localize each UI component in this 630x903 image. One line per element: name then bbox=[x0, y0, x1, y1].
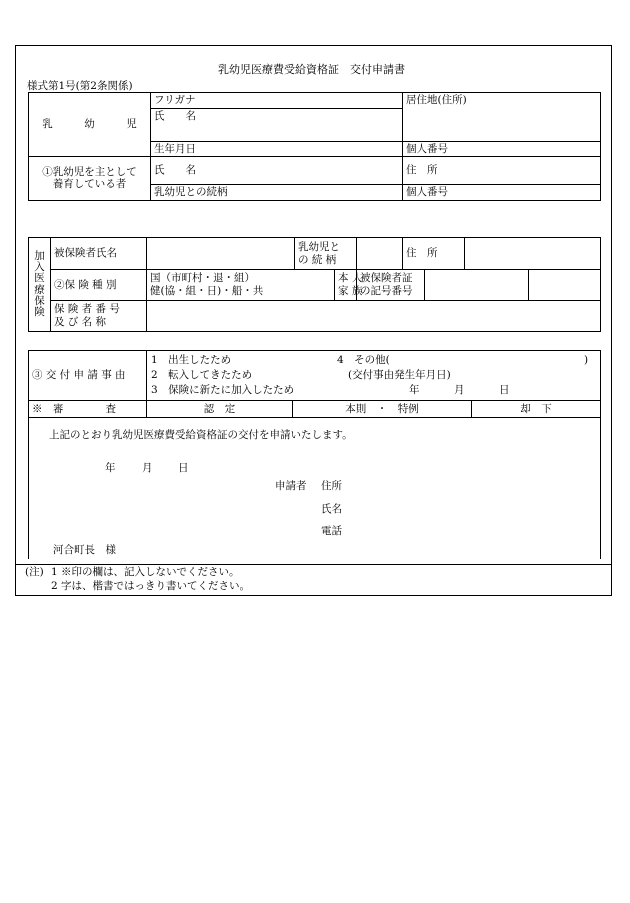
addressee: 河合町長 様 bbox=[53, 544, 116, 556]
reason-2: 2 転入してきたため bbox=[151, 368, 253, 381]
insurer-label bbox=[51, 301, 147, 332]
insured-address-value bbox=[465, 238, 601, 270]
insured-name-label: 被保険者氏名 bbox=[51, 238, 147, 270]
card-symbol-line1: 被保険者証 bbox=[360, 272, 413, 285]
form-number: 様式第1号(第2条関係) bbox=[27, 80, 133, 92]
insured-name-value bbox=[147, 238, 295, 270]
insurance-type-label: ②保 険 種 別 bbox=[51, 270, 147, 301]
residence-label: 居住地(住所) bbox=[403, 93, 601, 142]
card-number-value bbox=[529, 270, 601, 301]
note-2: 2 字は、楷書ではっきり書いてください。 bbox=[51, 580, 251, 592]
guardian-label-line2: 養育している者 bbox=[52, 178, 127, 191]
guardian-name-label: 氏 名 bbox=[151, 157, 403, 185]
reason-month: 月 bbox=[454, 383, 465, 396]
side-char: 医 bbox=[34, 272, 45, 285]
reason-4: 4 その他( bbox=[337, 353, 390, 366]
reason-4-close: ) bbox=[584, 353, 589, 366]
card-symbol-line2: の記号番号 bbox=[360, 285, 413, 297]
review-rule: 本則 ・ 特例 bbox=[293, 401, 472, 418]
birthdate-label: 生年月日 bbox=[151, 141, 403, 157]
side-char: 入 bbox=[34, 261, 45, 274]
review-approve: 認 定 bbox=[147, 401, 293, 418]
side-char: 険 bbox=[34, 305, 45, 318]
guardian-label-line1: ①乳幼児を主として bbox=[42, 165, 137, 178]
card-symbol-label bbox=[357, 270, 425, 301]
self-family-label bbox=[335, 270, 363, 301]
insurance-type-line2: 健(協・組・日)・船・共 bbox=[150, 285, 264, 297]
relation-value bbox=[357, 238, 403, 270]
applicant-phone-label: 電話 bbox=[321, 525, 342, 537]
notes-label: (注) bbox=[25, 566, 44, 578]
guardian-address-label: 住 所 bbox=[403, 157, 601, 185]
review-reject: 却 下 bbox=[472, 401, 601, 418]
relation-line2: の 続 柄 bbox=[298, 253, 337, 266]
declaration-divider bbox=[15, 564, 612, 565]
form-title: 乳幼児医療費受給資格証 交付申請書 bbox=[218, 63, 405, 76]
reason-date-note: (交付事由発生年月日) bbox=[348, 368, 451, 381]
reason-options bbox=[147, 351, 601, 401]
insurance-type-line1: 国（市町村・退・組） bbox=[150, 272, 255, 285]
reason-3: 3 保険に新たに加入したため bbox=[151, 383, 295, 396]
reason-label: ③ 交 付 申 請 事 由 bbox=[29, 351, 147, 401]
self-line: 本 人 bbox=[338, 272, 363, 285]
insurance-side-label bbox=[29, 238, 51, 332]
guardian-personal-number-label: 個人番号 bbox=[403, 185, 601, 201]
infant-personal-number-label: 個人番号 bbox=[403, 141, 601, 157]
reason-day: 日 bbox=[499, 383, 510, 396]
furigana-label: フリガナ bbox=[151, 93, 403, 109]
insurer-value bbox=[147, 301, 601, 332]
applicant-name-label: 氏名 bbox=[321, 503, 342, 515]
infant-name-label: 氏 名 bbox=[151, 108, 403, 141]
relation-line1: 乳幼児と bbox=[298, 240, 340, 253]
insurance-type-options bbox=[147, 270, 335, 301]
declaration-area bbox=[29, 418, 601, 560]
side-char: 療 bbox=[34, 283, 45, 296]
insurance-table bbox=[28, 237, 601, 332]
review-label: ※ 審 査 bbox=[29, 401, 147, 418]
reason-1: 1 出生したため bbox=[151, 353, 232, 366]
reason-table bbox=[28, 350, 601, 559]
insured-address-label: 住 所 bbox=[403, 238, 465, 270]
insurer-line2: 及 び 名 称 bbox=[54, 316, 107, 328]
declaration-statement: 上記のとおり乳幼児医療費受給資格証の交付を申請いたします。 bbox=[49, 429, 353, 441]
reason-year: 年 bbox=[409, 383, 420, 396]
relationship-label: 乳幼児との続柄 bbox=[151, 185, 403, 201]
applicant-address-label: 住所 bbox=[321, 480, 342, 492]
card-symbol-value bbox=[425, 270, 529, 301]
infant-label: 乳 幼 児 bbox=[29, 93, 151, 157]
relation-label bbox=[295, 238, 357, 270]
declaration-month: 月 bbox=[142, 462, 153, 474]
family-line: 家 族 bbox=[338, 285, 363, 297]
side-char: 加 bbox=[34, 250, 45, 263]
applicant-table bbox=[28, 92, 601, 201]
declaration-day: 日 bbox=[178, 462, 189, 474]
insurer-line1: 保 険 者 番 号 bbox=[54, 303, 120, 316]
applicant-label: 申請者 bbox=[275, 480, 307, 492]
declaration-year: 年 bbox=[105, 462, 116, 474]
guardian-label bbox=[29, 157, 151, 201]
note-1: 1 ※印の欄は、記入しないでください。 bbox=[51, 566, 240, 578]
side-char: 保 bbox=[34, 294, 45, 307]
